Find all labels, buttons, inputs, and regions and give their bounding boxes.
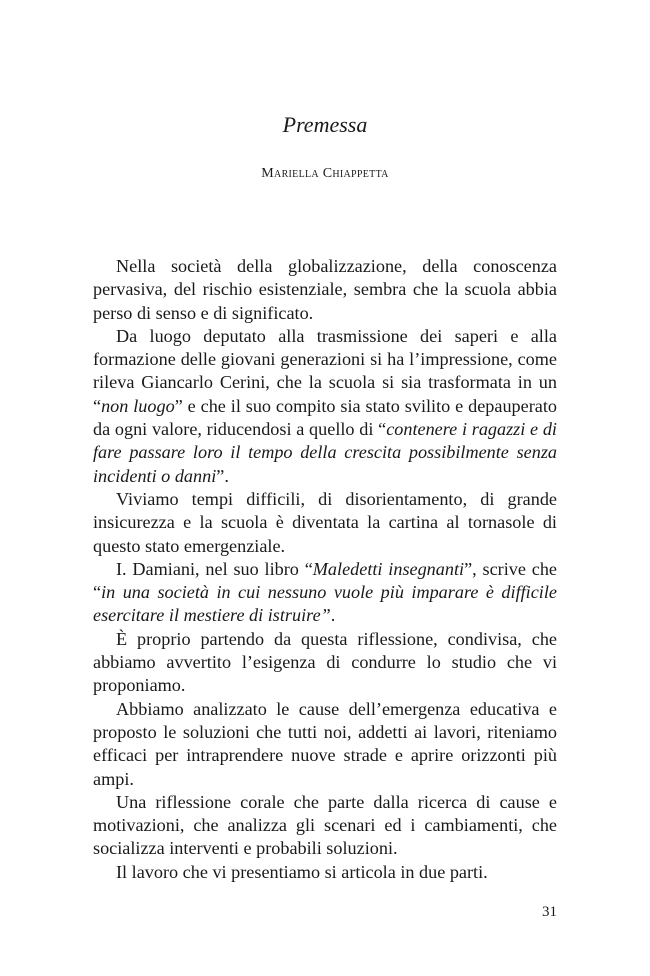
text-segment: Una riflessione corale che parte dalla ricerca di cause e motivazioni, che analizza gli scenari ed i cambiamenti, che socializza interventi e probabili soluzioni. xyxy=(93,791,557,859)
body-text xyxy=(93,255,557,884)
paragraph xyxy=(93,698,557,791)
text-segment: ”. xyxy=(216,465,229,486)
text-segment: ” e che il suo compito sia stato svilito e depauperato da ogni valore, riducendosi a quello di “ xyxy=(93,395,557,440)
text-segment: Il lavoro che vi presentiamo si articola in due parti. xyxy=(116,861,488,882)
chapter-author: Mariella Chiappetta xyxy=(261,166,389,181)
paragraph xyxy=(93,558,557,628)
text-segment: È proprio partendo da questa riflessione, condivisa, che abbiamo avvertito l’esigenza di condurre lo studio che vi proponiamo. xyxy=(93,628,557,696)
text-segment: Nella società della globalizzazione, della conoscenza pervasiva, del rischio esistenziale, sembra che la scuola abbia perso di senso e di significato. xyxy=(93,256,557,323)
chapter-title: Premessa xyxy=(282,112,368,137)
text-segment: . xyxy=(330,605,336,626)
paragraph xyxy=(93,861,557,884)
text-segment: I. Damiani, nel suo libro “ xyxy=(116,558,313,579)
paragraph xyxy=(93,325,557,488)
paragraph xyxy=(93,791,557,861)
page-number: 31 xyxy=(542,904,557,920)
paragraph xyxy=(93,488,557,558)
italic-text: contenere i ragazzi e di fare passare loro il tempo della crescita possibilmente senza incidenti o danni xyxy=(93,419,557,486)
text-segment: Viviamo tempi difficili, di disorientamento, di grande insicurezza e la scuola è diventata la cartina al tornasole di questo stato emergenziale. xyxy=(93,488,557,556)
text-segment: Abbiamo analizzato le cause dell’emergenza educativa e proposto le soluzioni che tutti noi, addetti ai lavori, riteniamo efficaci per intraprendere nuove strade e aprire orizzonti più ampi. xyxy=(93,698,557,789)
paragraph xyxy=(93,255,557,325)
italic-text: Maledetti insegnanti xyxy=(312,558,465,579)
italic-text: in una società in cui nessuno vuole più imparare è difficile esercitare il mestiere di istruire” xyxy=(93,582,557,626)
text-segment: Da luogo deputato alla trasmissione dei saperi e alla formazione delle giovani generazioni si ha l’impressione, come rileva Giancarlo Cerini, che la scuola si sia trasformata in un “ xyxy=(93,325,557,416)
italic-text: non luogo xyxy=(101,395,175,416)
text-segment: ”, scrive che “ xyxy=(93,558,557,603)
paragraph xyxy=(93,628,557,698)
